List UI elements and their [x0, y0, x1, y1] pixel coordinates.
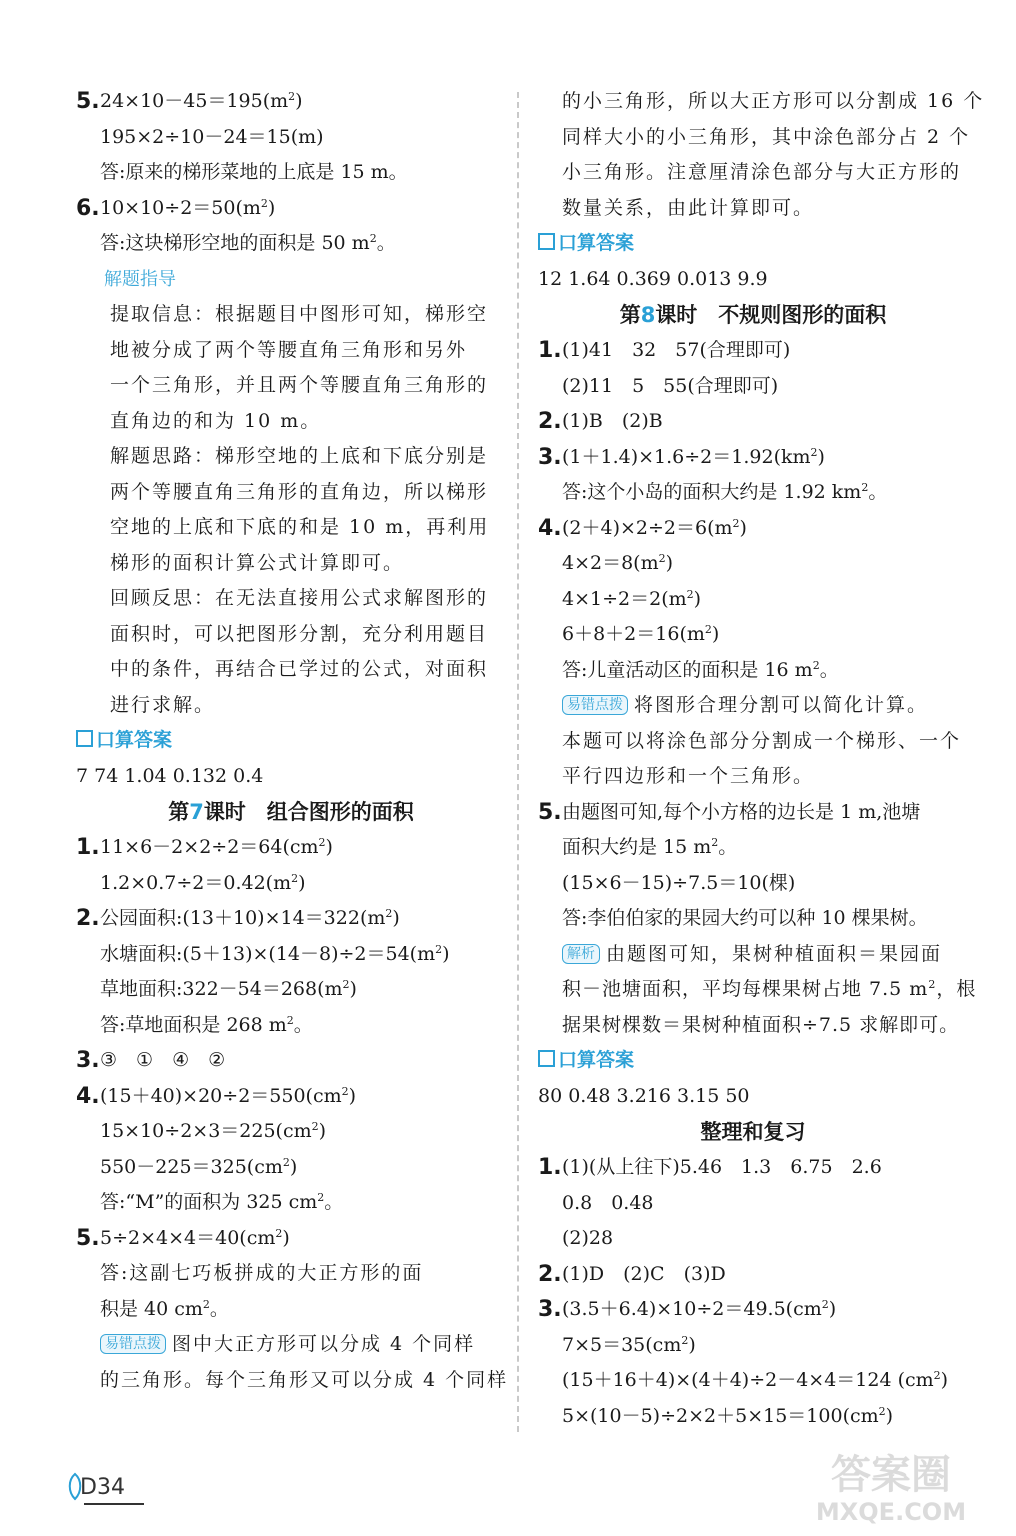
answer-line: $4\times 2=8(m^2)$ — [562, 552, 674, 574]
error-tip-line: 易错点拨 将图形合理分割可以简化计算。 — [538, 688, 968, 724]
square-icon — [538, 1050, 555, 1067]
oral-answers-title: 口算答案 — [538, 1043, 968, 1079]
answer-line: 0.8 0.48 — [562, 1191, 654, 1214]
analysis-tag: 解析 — [562, 944, 600, 964]
oral-answers-values: 7 74 1.04 0.132 0.4 — [76, 764, 264, 787]
answer-line: 答:这个小岛的面积大约是 1.92 $km^2$。 — [562, 481, 888, 503]
answer-line: 答:原来的梯形菜地的上底是 15 m。 — [100, 161, 408, 183]
lesson8-question-4: 4. $(2+4)\times 2\div 2=6(m^2)$ — [538, 515, 747, 541]
answer-line: $7\times 5=35(cm^2)$ — [562, 1333, 696, 1356]
svg-text:答案圈: 答案圈 — [831, 1452, 951, 1498]
answer-line: (2)11 5 55(合理即可) — [562, 374, 779, 397]
answer-line: $4\times 1\div 2=2(m^2)$ — [562, 587, 702, 610]
square-icon — [76, 730, 93, 747]
guide-line: 中的条件，再结合已学过的公式，对面积 — [110, 658, 489, 680]
review-question-2: 2. (1)D (2)C (3)D — [538, 1261, 726, 1287]
continued-tip-line: 的小三角形，所以大正方形可以分割成 16 个 — [562, 90, 985, 112]
continued-tip-line: 小三角形。注意厘清涂色部分与大正方形的 — [562, 161, 962, 183]
answer-line: 答:这块梯形空地的面积是 50 $m^2$。 — [100, 232, 396, 254]
answer-line: $1.2\times 0.7\div 2=0.42(m^2)$ — [100, 871, 306, 894]
answer-line: 答:“M”的面积为 325 $cm^2$。 — [100, 1191, 344, 1213]
analysis-line: 据果树棵数＝果树种植面积÷7.5 求解即可。 — [562, 1013, 960, 1036]
guide-line: 一个三角形，并且两个等腰直角三角形的 — [110, 374, 489, 396]
lesson-7-title: 第7课时 组合图形的面积 — [168, 800, 414, 824]
oral-answers-values: 80 0.48 3.216 3.15 50 — [538, 1084, 750, 1107]
answer-line: 答:草地面积是 268 $m^2$。 — [100, 1013, 313, 1036]
answer-line: $550-225=325(cm^2)$ — [100, 1155, 298, 1178]
answer-line: $6+8+2=16(m^2)$ — [562, 623, 720, 645]
lesson7-question-3: 3. ③ ① ④ ② — [76, 1048, 226, 1073]
answer-line: 面积大约是 15 $m^2$。 — [562, 836, 738, 858]
left-column — [76, 84, 509, 1398]
guide-line: 空地的上底和下底的和是 10 m，再利用 — [110, 516, 490, 538]
lesson7-question-4: 4. $(15+40)\times 20\div 2=550(cm^2)$ — [76, 1083, 357, 1109]
guide-line: 解题思路：梯形空地的上底和下底分别是 — [110, 445, 489, 467]
oral-answers-title: 口算答案 — [76, 723, 506, 759]
guide-line: 面积时，可以把图形分割，充分利用题目 — [110, 622, 489, 645]
guide-line: 梯形的面积计算公式计算即可。 — [110, 551, 405, 574]
solution-guide-title: 解题指导 — [104, 268, 176, 290]
answer-line: 积是 40 $cm^2$。 — [100, 1297, 229, 1320]
answer-line: 195×2÷10－24＝15(m) — [100, 125, 324, 148]
lesson7-question-5: 5. $5\div 2\times 4\times 4=40(cm^2)$ — [76, 1225, 290, 1251]
guide-line: 两个等腰直角三角形的直角边，所以梯形 — [110, 480, 489, 503]
answer-line: 草地面积$:322-54=268(m^2)$ — [100, 978, 357, 1000]
review-question-1: 1. (1)(从上往下)5.46 1.3 6.75 2.6 — [538, 1155, 882, 1180]
answer-line: (2)28 — [562, 1227, 614, 1249]
question-5: 5. $24\times 10-45=195(m^2)$ — [76, 89, 303, 114]
answer-line: $15\times 10\div 2\times 3=225(cm^2)$ — [100, 1120, 327, 1142]
answer-line: 答:这副七巧板拼成的大正方形的面 — [100, 1262, 424, 1284]
error-tip-tag: 易错点拨 — [100, 1334, 166, 1354]
answer-line: (15＋16＋4)×(4＋4)÷2－4×4＝124 $(cm^2)$ — [562, 1369, 949, 1391]
oral-answers-title: 口算答案 — [538, 226, 968, 262]
guide-line: 提取信息：根据题目中图形可知，梯形空 — [110, 303, 489, 325]
svg-text:MXQE.COM: MXQE.COM — [815, 1498, 967, 1526]
error-tip-line: 平行四边形和一个三角形。 — [562, 765, 815, 787]
guide-line: 回顾反思：在无法直接用公式求解图形的 — [110, 587, 489, 609]
guide-line: 进行求解。 — [110, 693, 216, 716]
error-tip-tag: 易错点拨 — [562, 695, 628, 715]
page-number: D34 — [80, 1475, 125, 1500]
column-divider — [517, 92, 519, 1432]
error-tip-line: 的三角形。每个三角形又可以分成 4 个同样 — [100, 1368, 509, 1391]
lesson8-question-5: 5. 由题图可知,每个小方格的边长是 1 m,池塘 — [538, 799, 921, 825]
square-icon — [538, 233, 555, 250]
continued-tip-line: 同样大小的小三角形，其中涂色部分占 2 个 — [562, 125, 971, 148]
oral-answers-values: 12 1.64 0.369 0.013 9.9 — [538, 267, 768, 290]
answer-line: (15×6－15)÷7.5＝10(棵) — [562, 871, 796, 894]
lesson8-question-3: 3. $(1+1.4)\times 1.6\div 2=1.92(km^2)$ — [538, 444, 825, 470]
lesson8-question-1: 1. (1)41 32 57(合理即可) — [538, 338, 791, 363]
answer-line: 答:李伯伯家的果园大约可以种 10 棵果树。 — [562, 907, 928, 929]
lesson7-question-1: 1. $11\times 6-2\times 2\div 2=64(cm^2)$ — [76, 835, 333, 860]
page-number-underline — [84, 1503, 144, 1505]
analysis-line: 解析 由题图可知，果树种植面积＝果园面 — [538, 937, 968, 973]
review-question-3: 3. $(3.5+6.4)\times 10\div 2=49.5(cm^2)$ — [538, 1297, 837, 1322]
error-tip-line: 易错点拨 图中大正方形可以分成 4 个同样 — [76, 1327, 506, 1363]
question-6: 6. $10\times 10\div 2=50(m^2)$ — [76, 195, 276, 221]
guide-line: 地被分成了两个等腰直角三角形和另外 — [110, 338, 468, 361]
lesson-8-title: 第8课时 不规则图形的面积 — [619, 303, 887, 327]
lesson7-question-2: 2. 公园面积$:(13+10)\times 14=322(m^2)$ — [76, 906, 400, 931]
answer-line: 水塘面积$:(5+13)\times(14-8)\div 2=54(m^2)$ — [100, 942, 450, 965]
review-title: 整理和复习 — [700, 1120, 806, 1144]
right-column — [538, 84, 985, 1434]
answer-line: 答:儿童活动区的面积是 16 $m^2$。 — [562, 658, 839, 681]
watermark-logo — [796, 1440, 986, 1528]
answer-line: $5\times(10-5)\div 2\times 2+5\times 15=100(cm^2)$ — [562, 1404, 894, 1427]
guide-line: 直角边的和为 10 m。 — [110, 409, 322, 432]
continued-tip-line: 数量关系，由此计算即可。 — [562, 196, 815, 219]
analysis-line: 积－池塘面积，平均每棵果树占地 7.5 $m^2$，根 — [562, 978, 977, 1000]
error-tip-line: 本题可以将涂色部分分割成一个梯形、一个 — [562, 729, 962, 752]
lesson8-question-2: 2. (1)B (2)B — [538, 409, 663, 434]
